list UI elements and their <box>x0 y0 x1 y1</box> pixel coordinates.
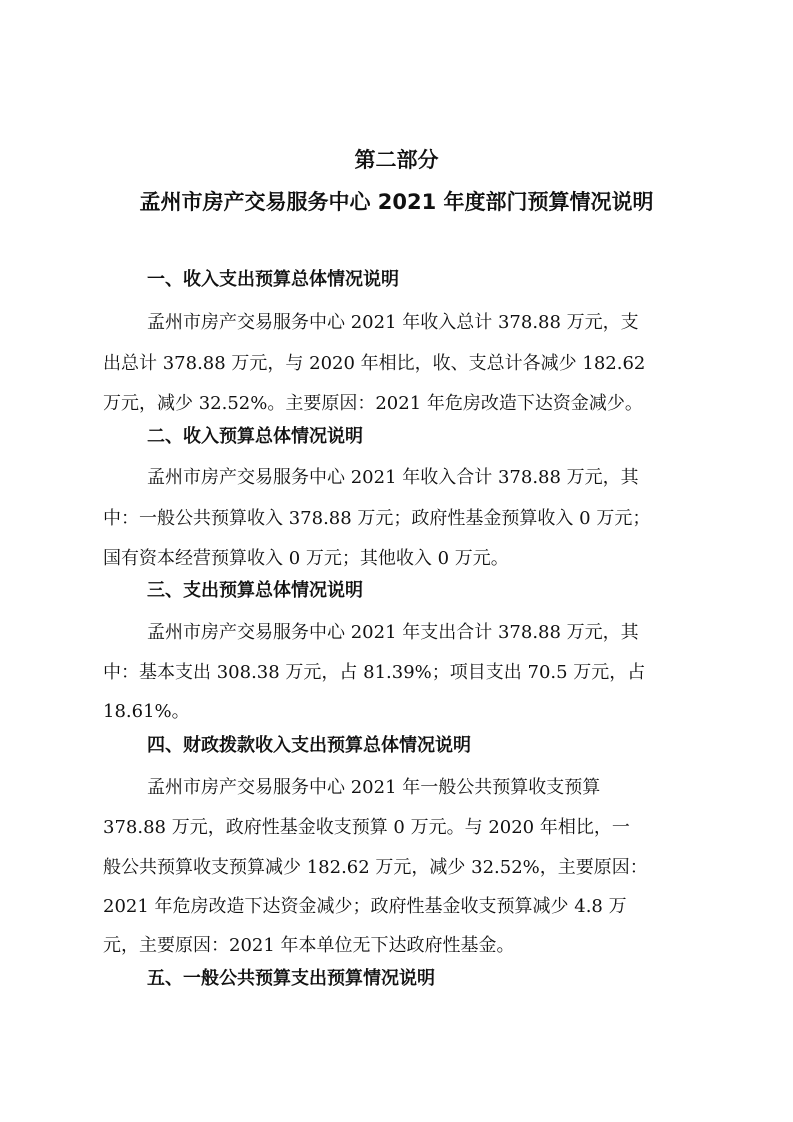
paragraph-line: 孟州市房产交易服务中心 2021 年收入合计 378.88 万元，其 <box>147 467 639 488</box>
paragraph-line: 中：一般公共预算收入 378.88 万元；政府性基金预算收入 0 万元； <box>103 508 651 529</box>
paragraph-line: 万元，减少 32.52%。主要原因：2021 年危房改造下达资金减少。 <box>103 393 643 414</box>
paragraph-line: 378.88 万元，政府性基金收支预算 0 万元。与 2020 年相比，一 <box>103 817 630 838</box>
paragraph-line: 18.61%。 <box>103 701 190 722</box>
section-heading-income-expenditure-overview: 一、收入支出预算总体情况说明 <box>147 269 399 290</box>
paragraph-line: 2021 年危房改造下达资金减少；政府性基金收支预算减少 4.8 万 <box>103 896 627 917</box>
paragraph-line: 孟州市房产交易服务中心 2021 年支出合计 378.88 万元，其 <box>147 622 639 643</box>
paragraph-line: 般公共预算收支预算减少 182.62 万元，减少 32.52%，主要原因： <box>103 857 648 878</box>
paragraph-line: 孟州市房产交易服务中心 2021 年收入总计 378.88 万元，支 <box>147 312 639 333</box>
part-title: 第二部分 <box>354 148 439 172</box>
section-heading-expenditure-overview: 三、支出预算总体情况说明 <box>147 580 363 601</box>
paragraph-line: 出总计 378.88 万元，与 2020 年相比，收、支总计各减少 182.62 <box>103 353 646 374</box>
paragraph-line: 中：基本支出 308.38 万元，占 81.39%；项目支出 70.5 万元，占 <box>103 662 646 683</box>
document-title: 孟州市房产交易服务中心 2021 年度部门预算情况说明 <box>139 190 654 214</box>
paragraph-line: 国有资本经营预算收入 0 万元；其他收入 0 万元。 <box>103 548 509 569</box>
section-heading-general-public-budget-expenditure: 五、一般公共预算支出预算情况说明 <box>147 968 435 989</box>
paragraph-line: 元，主要原因：2021 年本单位无下达政府性基金。 <box>103 935 515 956</box>
paragraph-line: 孟州市房产交易服务中心 2021 年一般公共预算收支预算 <box>147 777 601 798</box>
section-heading-income-overview: 二、收入预算总体情况说明 <box>147 426 363 447</box>
section-heading-fiscal-allocation-overview: 四、财政拨款收入支出预算总体情况说明 <box>147 735 471 756</box>
